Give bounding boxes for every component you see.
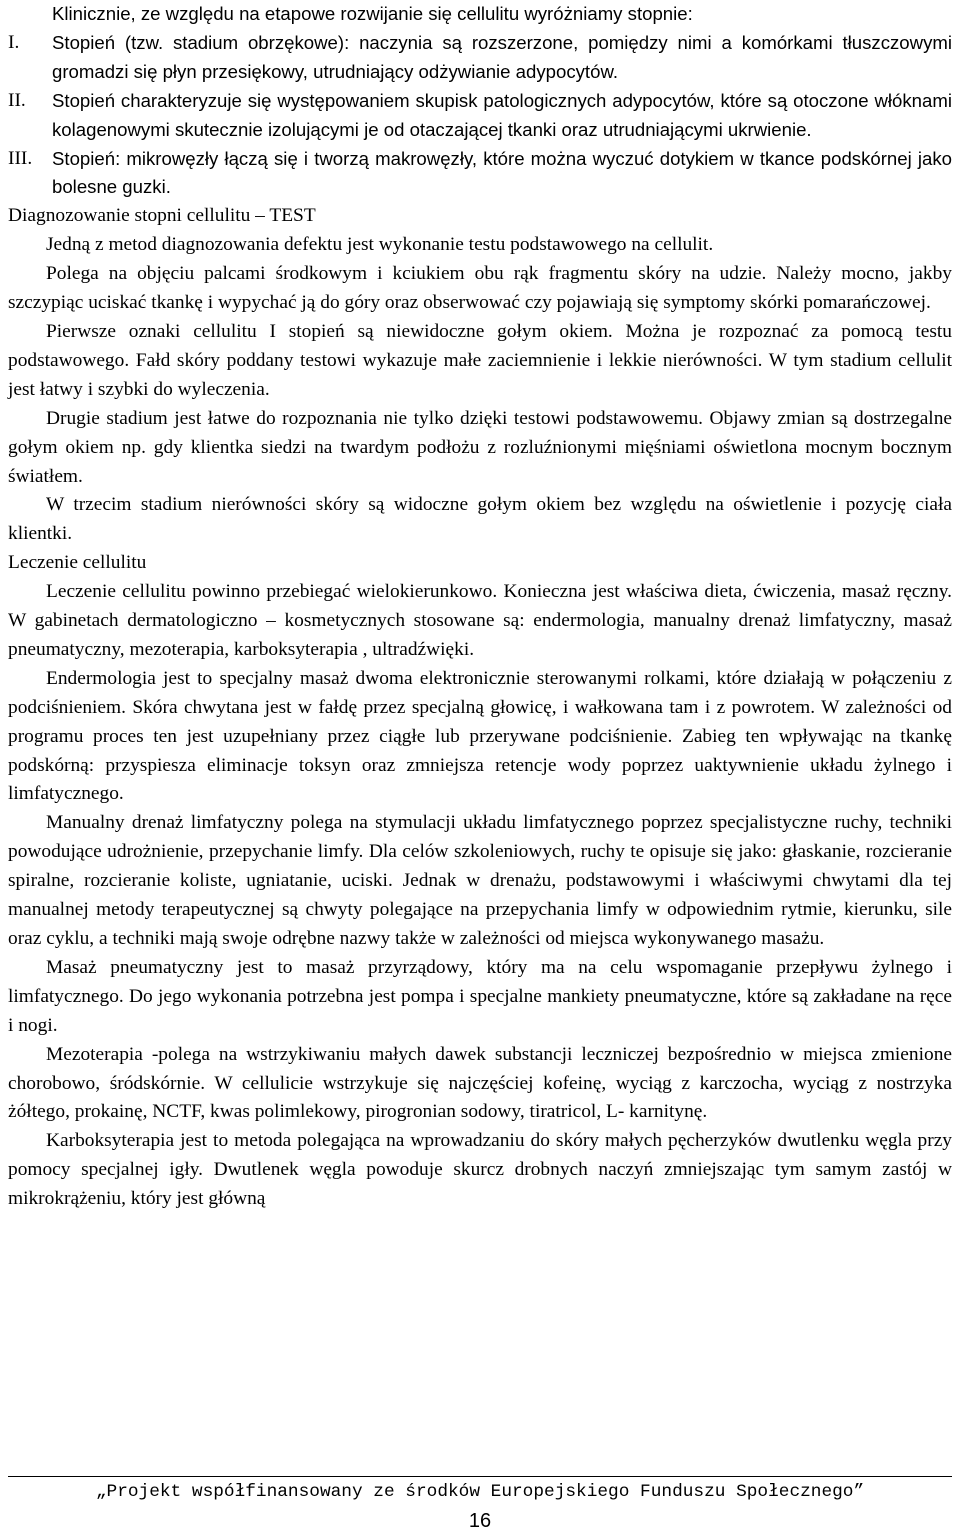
diagnosis-heading: Diagnozowanie stopni cellulitu – TEST [8,205,316,227]
grade-number: III. [8,147,33,169]
grade-item-1 [8,29,952,87]
grade-number: II. [8,89,26,111]
grade-text: Stopień charakteryzuje się występowaniem skupisk patologicznych adypocytów, które są otoczone włóknami kolagenowymi skutecznie izolującymi je od otaczającej tkanki oraz utrudniającymi ukrwienie. [52,89,952,140]
diagnosis-paragraph: Jedną z metod diagnozowania defektu jest wykonanie testu podstawowego na cellulit. [46,234,714,256]
page-number: 16 [468,1510,492,1532]
diagnosis-paragraph: W trzecim stadium nierówności skóry są widoczne gołym okiem bez względu na oświetlenie i pozycję ciała klientki. [8,494,952,545]
diagnosis-paragraph: Pierwsze oznaki cellulitu I stopień są niewidoczne gołym okiem. Można je rozpoznać za pomocą testu podstawowego. Fałd skóry poddany testowi wykazuje małe zaciemnienie i lekkie nierówności. W tym stadium cellulit jest łatwy i szybki do wyleczenia. [8,320,952,400]
footer-project-note: „Projekt współfinansowany ze środków Europejskiego Funduszu Społecznego” [95,1482,865,1502]
treatment-paragraph: Mezoterapia -polega na wstrzykiwaniu małych dawek substancji leczniczej bezpośrednio w miejsca zmienione chorobowo, śródskórnie. W cellulicie wstrzykuje się najczęściej kofeinę, wyciąg z karczocha, wyciąg z nostrzyka żółtego, prokainę, NCTF, kwas polimlekowy, pirogronian sodowy, tiratricol, L- karnitynę. [8,1043,952,1123]
treatment-paragraph: Karboksyterapia jest to metoda polegająca na wprowadzaniu do skóry małych pęcherzyków dwutlenku węgla przy pomocy specjalnej igły. Dwutlenek węgla powoduje skurcz drobnych naczyń zmniejszając tym samym zastój w mikrokrążeniu, który jest główną [8,1130,952,1210]
intro-text: Klinicznie, ze względu na etapowe rozwijanie się cellulitu wyróżniamy stopnie: [52,3,693,24]
grade-text: Stopień (tzw. stadium obrzękowe): naczynia są rozszerzone, pomiędzy nimi a komórkami tłuszczowymi gromadzi się płyn przesiękowy, utrudniający odżywianie adypocytów. [52,31,952,82]
diagnosis-paragraph: Drugie stadium jest łatwe do rozpoznania nie tylko dzięki testowi podstawowemu. Objawy zmian są dostrzegalne gołym okiem np. gdy klientka siedzi na twardym podłożu z rozluźnionymi mięśniami oświetlona mocnym bocznym światłem. [8,407,952,487]
grade-number: I. [8,31,20,53]
diagnosis-paragraph: Polega na objęciu palcami środkowym i kciukiem obu rąk fragmentu skóry na udzie. Należy mocno, jakby szczypiąc uciskać tkankę i wypychać ją do góry oraz obserwować czy pojawiają się symptomy skórki pomarańczowej. [8,263,952,314]
footer-divider [8,1476,952,1477]
treatment-paragraph: Masaż pneumatyczny jest to masaż przyrządowy, który ma na celu wspomaganie przepływu żylnego i limfatycznego. Do jego wykonania potrzebna jest pompa i specjalne mankiety pneumatyczne, które są zakładane na ręce i nogi. [8,956,952,1036]
treatment-heading: Leczenie cellulitu [8,552,147,574]
treatment-paragraph: Leczenie cellulitu powinno przebiegać wielokierunkowo. Konieczna jest właściwa dieta, ćwiczenia, masaż ręczny. W gabinetach dermatologiczno – kosmetycznych stosowane są: endermologia, manualny drenaż limfatyczny, masaż pneumatyczny, mezoterapia, karboksyterapia , ultradźwięki. [8,581,952,660]
grade-text: Stopień: mikrowęzły łączą się i tworzą makrowęzły, które można wyczuć dotykiem w tkance podskórnej jako bolesne guzki. [52,147,952,198]
treatment-paragraph: Endermologia jest to specjalny masaż dwoma elektronicznie sterowanymi rolkami, które działają w połączeniu z podciśnieniem. Skóra chwytana jest w fałdę przez specjalną głowicę, i wałkowana tam i z powrotem. W zależności od programu proces ten jest uzupełniany przez ciągłe lub przerywane podciśnienie. Zabieg ten wpływając na tkankę podskórną: przyspiesza eliminacje toksyn oraz zmniejsza retencje wody poprzez uaktywnienie układu żylnego i limfatycznego. [8,667,952,805]
grade-item-2 [8,87,952,145]
treatment-paragraph: Manualny drenaż limfatyczny polega na stymulacji układu limfatycznego poprzez specjalistyczne ruchy, techniki powodujące udrożnienie, przepychanie limfy. Dla celów szkoleniowych, ruchy te opisuje się jako: głaskanie, rozcieranie spiralne, rozcieranie koliste, ugniatanie, uciski. Jednak w drenażu, podstawowymi i właściwymi chwytami dla tej manualnej metody terapeutycznej są chwyty polegające na przepychania limfy w odpowiednim rytmie, kierunku, sile oraz cyklu, a techniki mają swoje odrębne nazwy także w zależności od miejsca wykonywanego masażu. [8,812,952,949]
grade-item-3 [8,145,952,203]
document-body [8,0,952,1214]
